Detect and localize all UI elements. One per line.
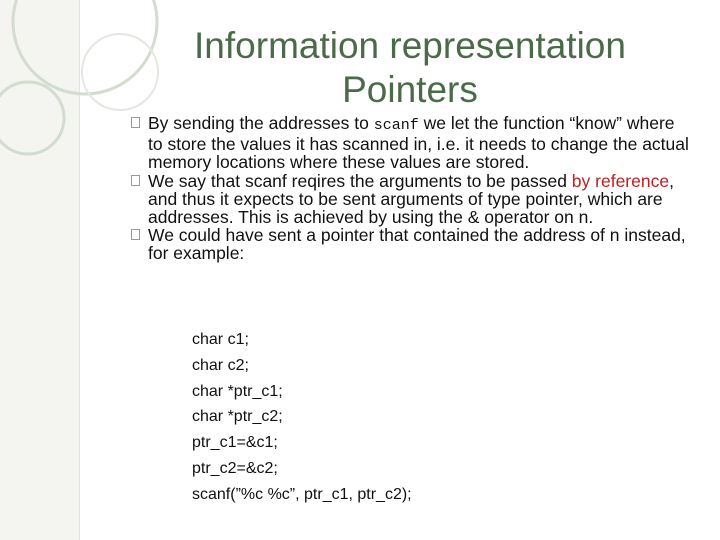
title-line-1: Information representation: [194, 25, 626, 66]
deco-circle-small: [0, 82, 64, 154]
code-line: char *ptr_c1;: [192, 382, 283, 400]
code-line: char c2;: [192, 356, 249, 374]
title-line-2: Pointers: [342, 69, 478, 110]
bullet-item: [131, 114, 691, 172]
bullet-text-post: we let the function “know” where to store the values it has scanned in, i.e. it needs to change the actual memory locations where these values are stored.: [148, 113, 689, 173]
code-line: char *ptr_c2;: [192, 408, 283, 426]
deco-circle-large: [13, 0, 157, 94]
code-line: char c1;: [192, 331, 249, 348]
code-line: scanf(”%c %c”, ptr_c1, ptr_c2);: [192, 485, 412, 503]
bullet-box-icon: [131, 229, 140, 240]
code-line: ptr_c2=&c2;: [192, 459, 278, 477]
slide-title: [150, 24, 670, 112]
deco-circle-outline: [82, 34, 158, 110]
inline-code: scanf: [373, 117, 419, 134]
bullet-text: We could have sent a pointer that contained the address of n instead, for example:: [148, 225, 686, 264]
bullet-box-icon: [131, 175, 140, 186]
code-line: ptr_c1=&c1;: [192, 434, 278, 452]
code-block: [192, 327, 412, 508]
bullet-text-pre: By sending the addresses to: [148, 113, 374, 133]
bullet-text-pre: We say that scanf reqires the arguments to be passed: [148, 170, 572, 191]
bullet-item: [131, 226, 691, 262]
highlighted-term: by reference: [571, 170, 670, 191]
bullet-text-post: , and thus it expects to be sent arguments of type pointer, which are addresses. This is achieved by using the & operator on n.: [148, 170, 674, 228]
bullet-box-icon: [131, 117, 140, 128]
bullet-item: [131, 172, 691, 227]
bullet-list: [131, 114, 691, 263]
